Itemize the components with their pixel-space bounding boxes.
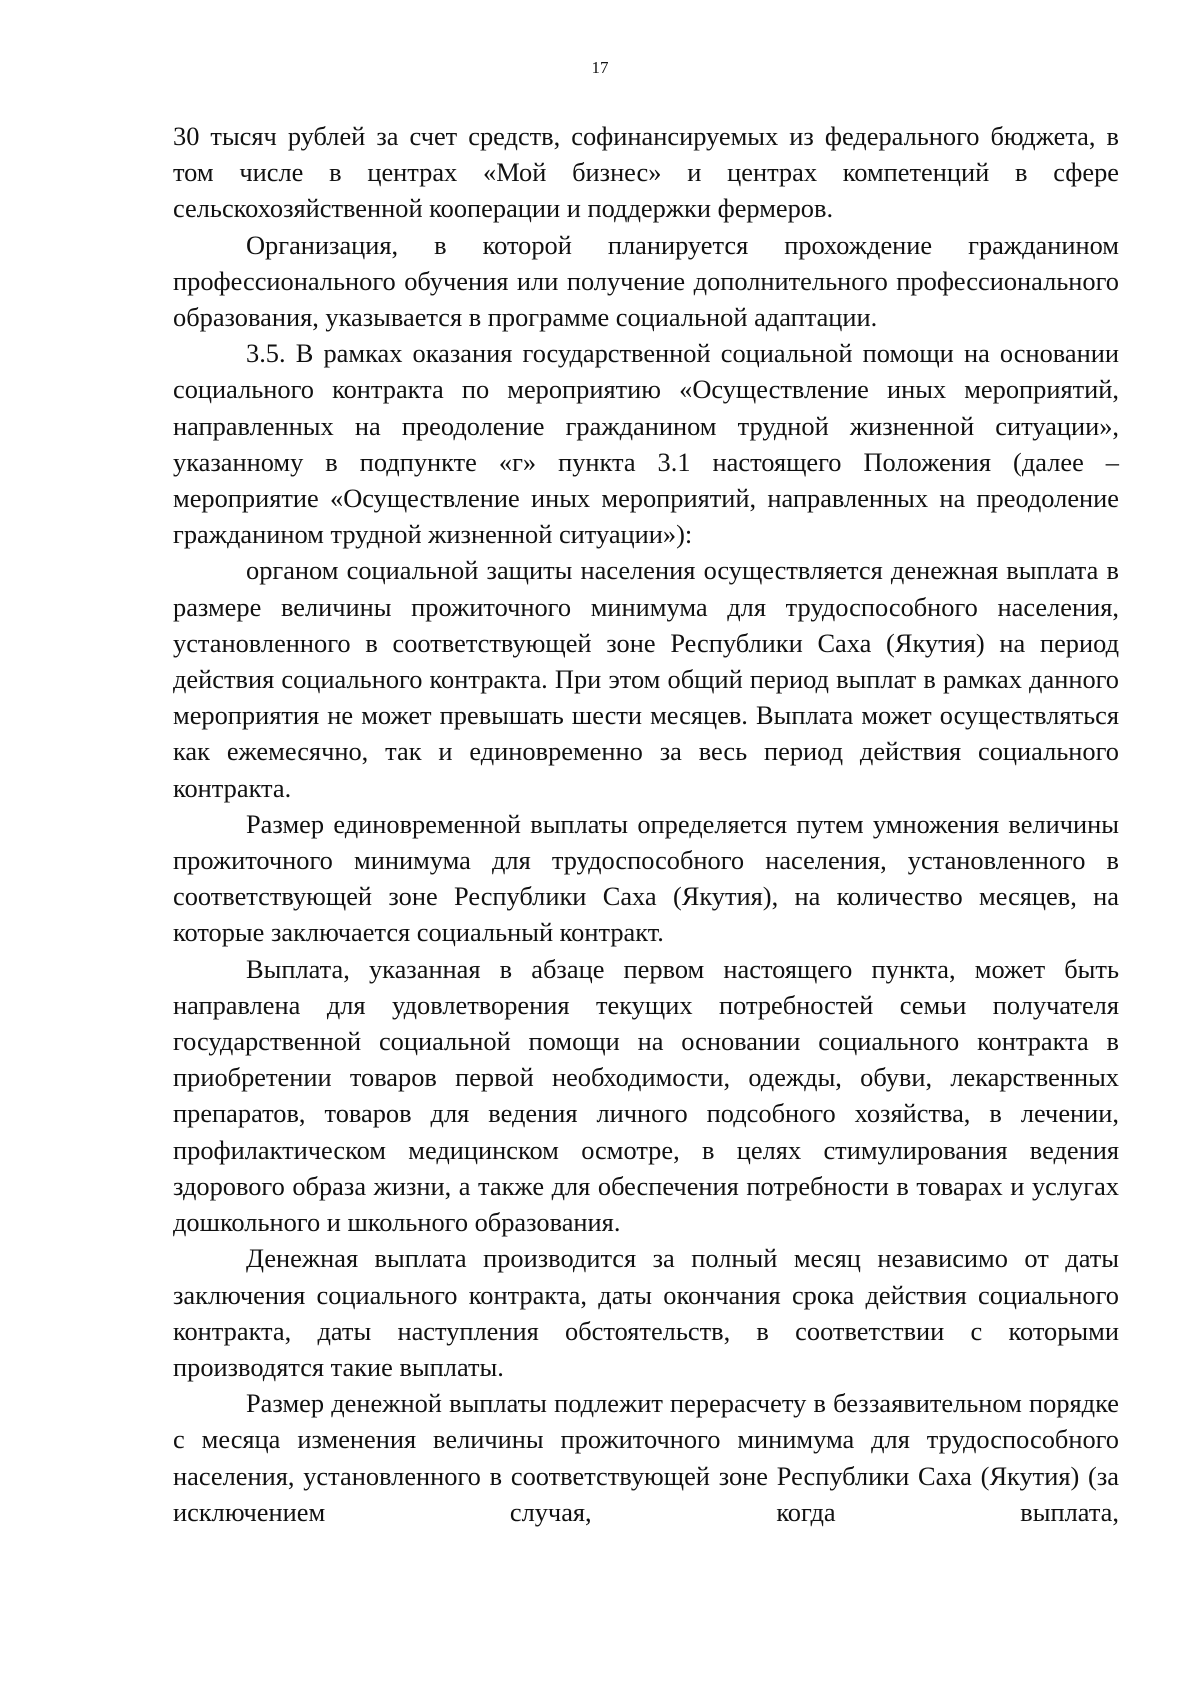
paragraph-recalculation: Размер денежной выплаты подлежит перерасчету в беззаявительном порядке с месяца изменения величины прожиточного минимума для трудоспособного населения, установленного в соответствующей зоне Республики Саха (Якутия) (за исключением случая, когда выплата, <box>173 1388 1119 1527</box>
page-number: 17 <box>591 58 609 77</box>
paragraph-payment: органом социальной защиты населения осуществляется денежная выплата в размере величины прожиточного минимума для трудоспособного населения, установленного в соответствующей зоне Республики Саха (Якутия) на период действия социального контракта. При этом общий период выплат в рамках данного мероприятия не может превышать шести месяцев. Выплата может осуществляться как ежемесячно, так и единовременно за весь период действия социального контракта. <box>173 555 1119 803</box>
document-body <box>173 118 1119 1530</box>
paragraph-section-3-5: 3.5. В рамках оказания государственной социальной помощи на основании социального контракта по мероприятию «Осуществление иных мероприятий, направленных на преодоление гражданином трудной жизненной ситуации», указанному в подпункте «г» пункта 3.1 настоящего Положения (далее – мероприятие «Осуществление иных мероприятий, направленных на преодоление гражданином трудной жизненной ситуации»): <box>173 338 1119 550</box>
paragraph-continuation: 30 тысяч рублей за счет средств, софинансируемых из федерального бюджета, в том числе в центрах «Мой бизнес» и центрах компетенций в сфере сельскохозяйственной кооперации и поддержки фермеров. <box>173 121 1119 224</box>
paragraph-full-month: Денежная выплата производится за полный месяц независимо от даты заключения социального контракта, даты окончания срока действия социального контракта, даты наступления обстоятельств, в соответствии с которыми производятся такие выплаты. <box>173 1243 1119 1382</box>
paragraph-payment-purpose: Выплата, указанная в абзаце первом настоящего пункта, может быть направлена для удовлетворения текущих потребностей семьи получателя государственной социальной помощи на основании социального контракта в приобретении товаров первой необходимости, одежды, обуви, лекарственных препаратов, товаров для ведения личного подсобного хозяйства, в лечении, профилактическом медицинском осмотре, в целях стимулирования ведения здорового образа жизни, а также для обеспечения потребности в товарах и услугах дошкольного и школьного образования. <box>173 953 1119 1238</box>
paragraph-lump-sum: Размер единовременной выплаты определяется путем умножения величины прожиточного минимума для трудоспособного населения, установленного в соответствующей зоне Республики Саха (Якутия), на количество месяцев, на которые заключается социальный контракт. <box>173 808 1119 948</box>
paragraph-organization: Организация, в которой планируется прохождение гражданином профессионального обучения или получение дополнительного профессионального образования, указывается в программе социальной адаптации. <box>173 229 1119 333</box>
